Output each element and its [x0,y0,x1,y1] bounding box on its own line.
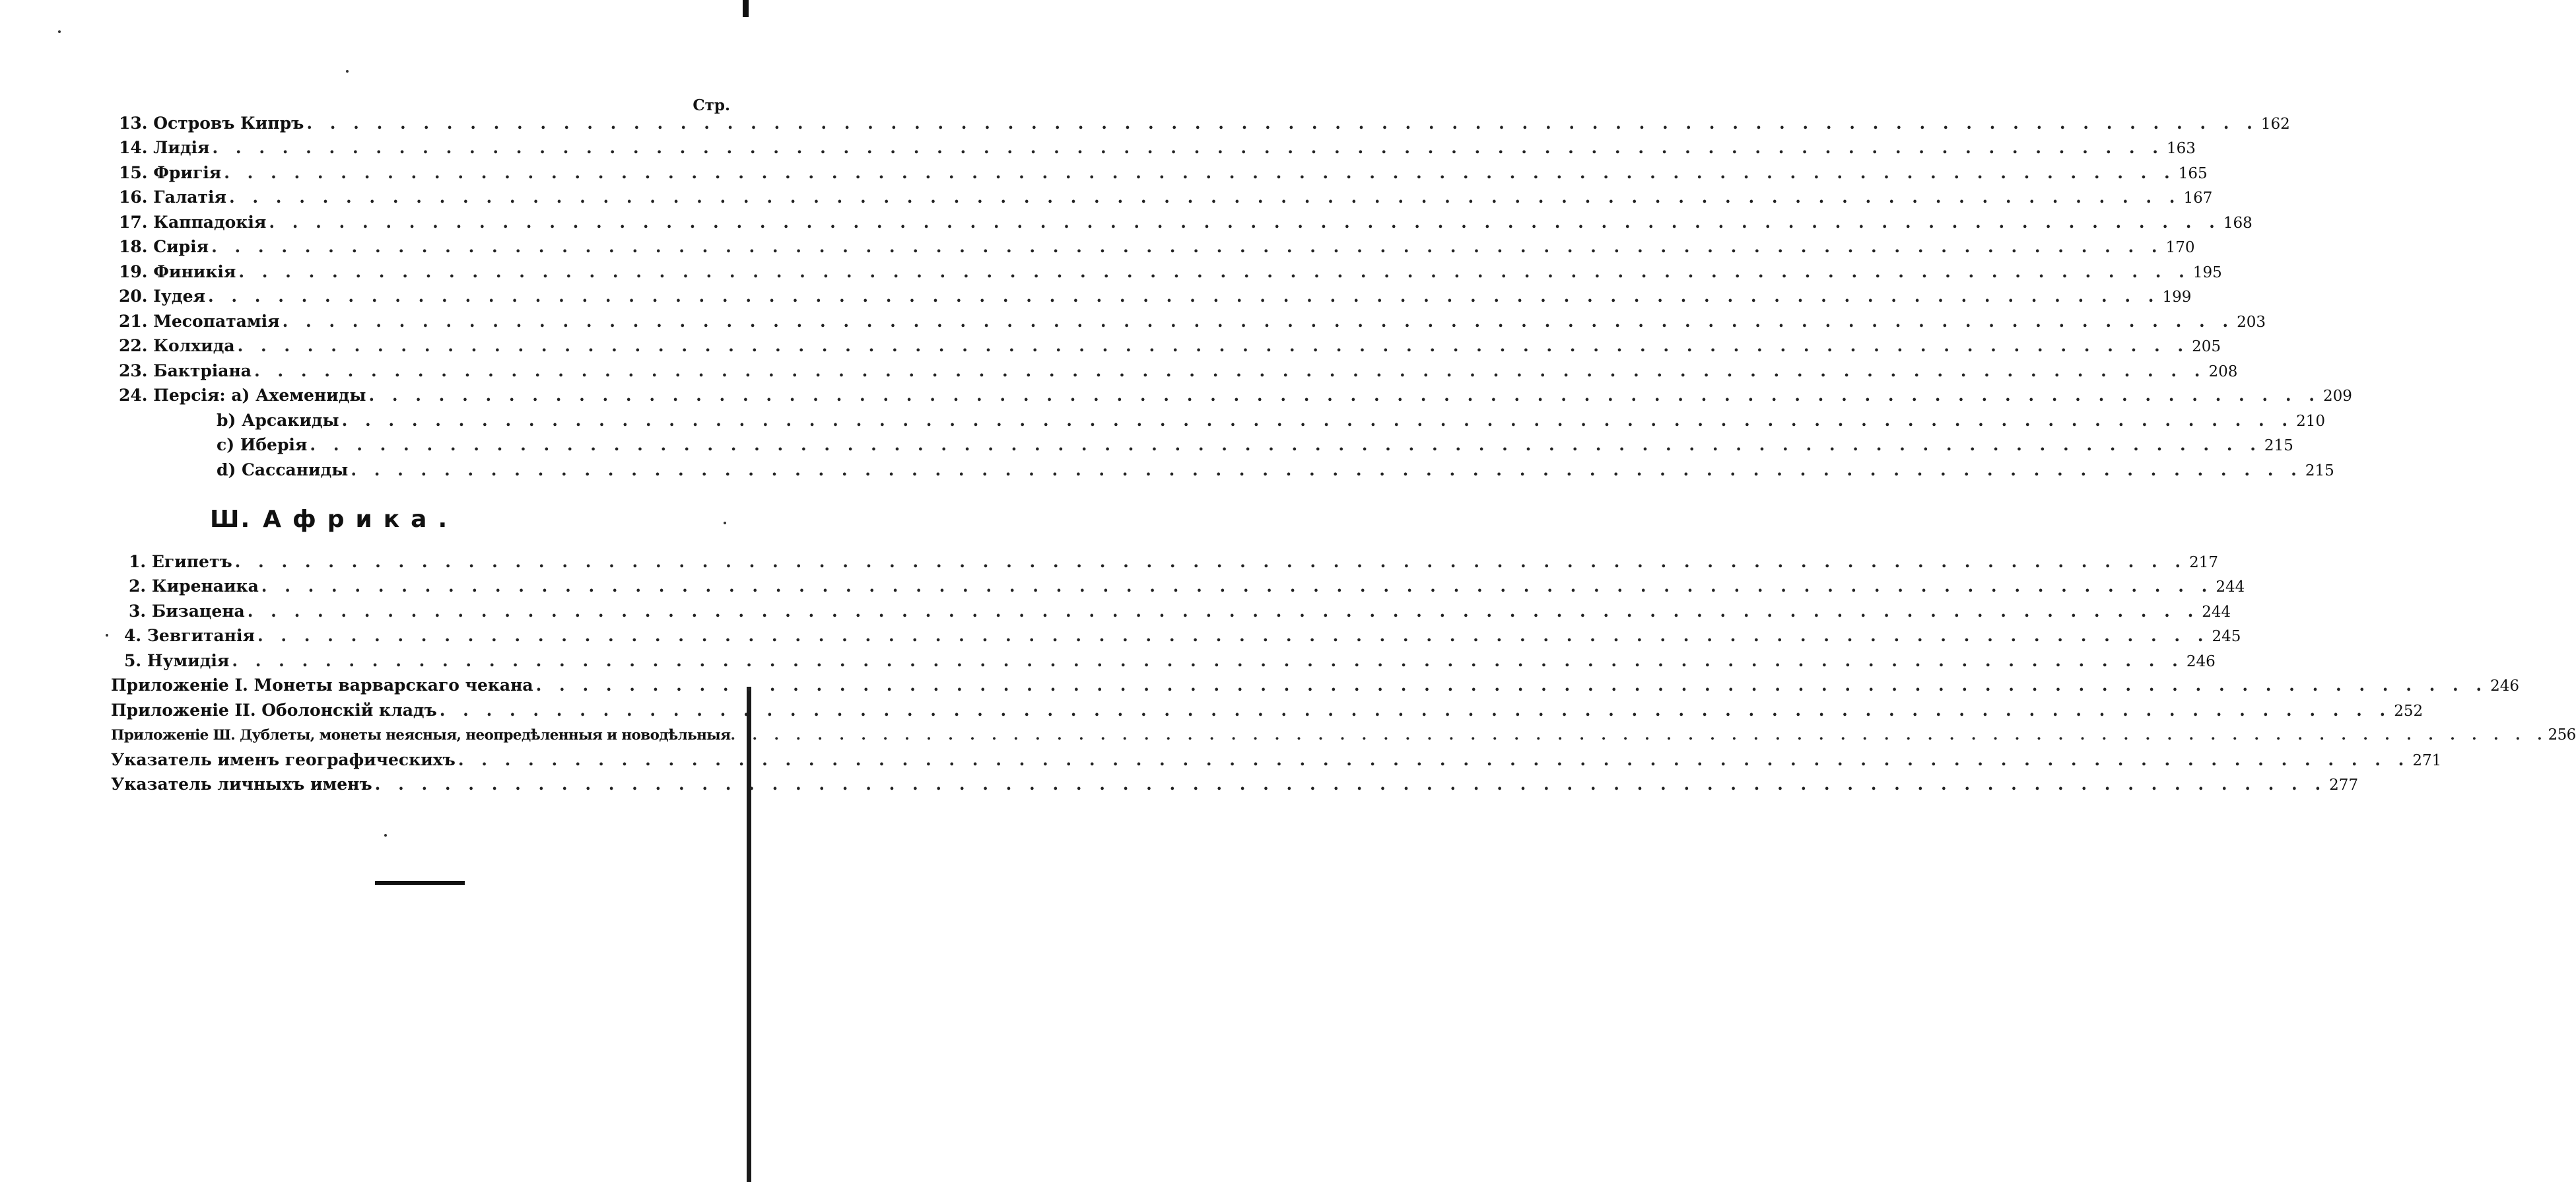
entry-title: Приложеніе II. Оболонскій кладъ [111,701,437,720]
section-numeral: Ш. [210,506,252,533]
dot-leader [229,186,2181,209]
entry-page: 244 [2202,604,2231,621]
entry-number: 21. [119,312,148,331]
dot-leader [235,551,2187,573]
scan-speck [58,30,61,33]
entry-number: 24. [119,386,148,405]
toc-row [124,625,2241,648]
entry-page: 195 [2192,264,2222,281]
entry-title: Сирія [153,237,209,256]
entry-page: 170 [2165,239,2195,256]
entry-page: 199 [2162,289,2192,306]
entry-page: 246 [2490,678,2520,695]
dot-leader [238,261,2190,283]
dot-leader [440,699,2392,722]
entry-page: 209 [2322,388,2352,405]
page-column-label: Стр. [693,96,730,114]
entry-page: 167 [2183,190,2213,207]
entry-title: Киренаика [151,576,259,596]
scan-speck [106,634,108,637]
entry-title: Бактріана [153,361,252,380]
entry-title: Указатель личныхъ именъ [111,775,372,794]
toc-row [129,551,2219,574]
entry-page: 245 [2212,628,2241,645]
entry-title: Финикія [153,262,236,281]
entry-number: 19. [119,262,148,281]
toc-row [119,112,2290,135]
scan-corner-mark [743,0,749,17]
toc-row [119,285,2192,308]
entry-title: Приложеніе Ш. Дублеты, монеты неясныя, неопредѣленныя и новодѣльныя [111,727,731,744]
toc-row [119,335,2221,358]
section-title: Африка. [263,506,459,533]
dot-leader [342,409,2294,432]
entry-number: 13. [119,114,148,133]
dot-leader [536,674,2488,697]
dot-leader [458,749,2410,771]
entry-number: 4. [124,626,142,645]
scan-speck [346,70,349,73]
dot-leader [269,211,2221,234]
entry-number: 20. [119,287,148,306]
dot-leader [351,459,2303,481]
entry-title: Персія: a) Ахемениды [153,386,366,405]
entry-title: Нумидія [147,651,230,670]
scan-speck [384,834,387,837]
entry-number: 14. [119,138,148,157]
entry-page: 168 [2223,215,2253,232]
entry-title: Фригія [153,163,222,182]
entry-title: d) Сассаниды [217,460,349,479]
entry-title: Галатія [153,188,226,207]
entry-title: b) Арсакиды [217,411,339,430]
entry-page: 205 [2192,338,2221,355]
toc-row [129,575,2245,598]
section-heading-africa [210,506,458,533]
entry-title: Месопатамія [153,312,280,331]
dot-leader [310,434,2262,456]
entry-number: 17. [119,213,148,232]
entry-page: 162 [2260,116,2290,133]
entry-number: 18. [119,237,148,256]
dot-leader [213,137,2165,159]
entry-page: 210 [2296,413,2326,430]
closing-rule [375,881,465,885]
entry-page: 163 [2167,140,2196,157]
toc-row [119,211,2253,234]
entry-title: Бизацена [151,602,245,621]
entry-title: Египетъ [151,552,232,571]
entry-page: 215 [2264,437,2293,454]
dot-leader [368,384,2321,407]
toc-row [119,261,2222,284]
dot-leader [375,773,2327,796]
dot-leader [224,162,2176,184]
dot-leader [248,600,2200,623]
entry-title: Колхида [153,336,235,355]
toc-row [119,384,2352,407]
toc-row-sub [217,459,2334,482]
entry-number: 5. [124,651,142,670]
entry-page: 277 [2329,777,2359,794]
entry-title: Іудея [153,287,205,306]
entry-page: 208 [2208,363,2238,380]
dot-leader [254,360,2206,382]
toc-row-appendix [111,699,2423,722]
dot-leader [731,724,2548,747]
entry-title: c) Иберія [217,435,308,454]
dot-leader [211,236,2163,258]
dot-leader [238,335,2190,357]
entry-title: Каппадокія [153,213,267,232]
dot-leader [306,112,2258,135]
toc-row-appendix [111,773,2359,796]
entry-page: 165 [2178,165,2208,182]
entry-title: Указатель именъ географическихъ [111,750,456,769]
dot-leader [283,310,2235,333]
entry-page: 256 [2548,726,2576,744]
entry-number: 1. [129,552,147,571]
entry-title: Зевгитанія [147,626,255,645]
toc-row [119,162,2208,185]
entry-number: 15. [119,163,148,182]
toc-row [119,186,2213,209]
toc-row-appendix [111,724,2576,747]
entry-number: 22. [119,336,148,355]
dot-leader [261,575,2214,598]
dot-leader [208,285,2160,308]
entry-number: 23. [119,361,148,380]
toc-row-appendix [111,749,2442,772]
entry-page: 215 [2305,462,2334,479]
entry-page: 252 [2394,703,2423,720]
toc-row-sub [217,434,2293,457]
entry-page: 271 [2412,752,2442,769]
entry-title: Лидія [153,138,210,157]
entry-page: 246 [2186,653,2216,670]
toc-row [119,310,2266,333]
toc-row [129,600,2231,623]
scan-speck [724,522,726,524]
entry-number: 2. [129,576,147,596]
entry-page: 217 [2189,554,2219,571]
toc-row-appendix [111,674,2520,697]
toc-row-sub [217,409,2326,433]
entry-page: 244 [2216,578,2245,596]
entry-title: Островъ Кипръ [153,114,304,133]
toc-row [119,137,2196,160]
entry-number: 3. [129,602,147,621]
toc-row [119,236,2195,259]
toc-row [124,650,2216,673]
dot-leader [232,650,2184,672]
entry-page: 203 [2237,314,2266,331]
toc-row [119,360,2238,383]
dot-leader [257,625,2210,647]
entry-number: 16. [119,188,148,207]
entry-title: Приложеніе I. Монеты варварскаго чекана [111,676,533,695]
